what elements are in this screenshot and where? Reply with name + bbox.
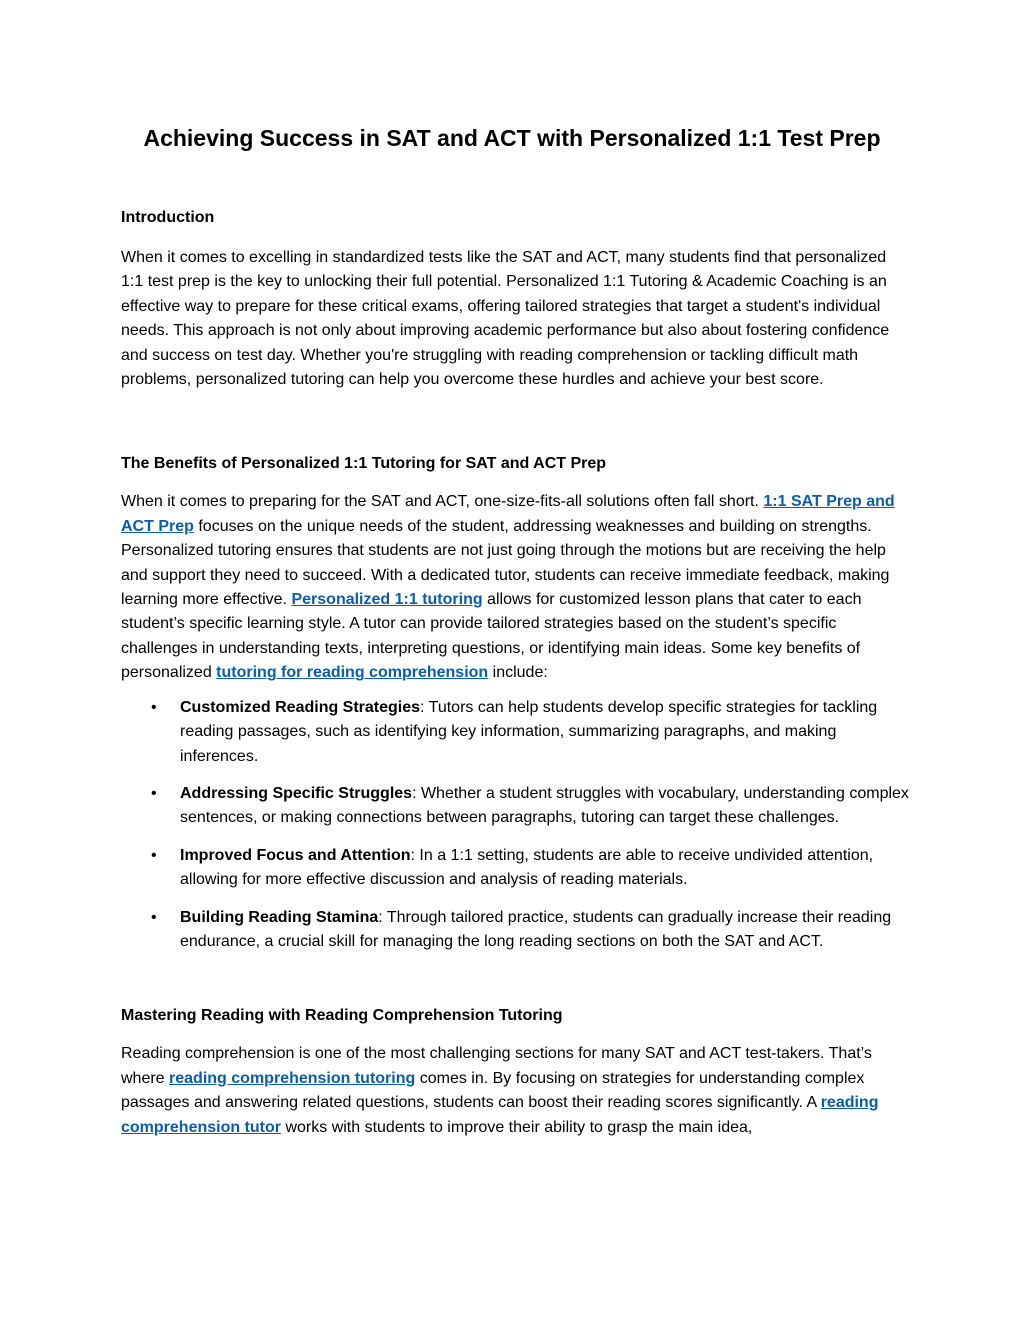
bullet-icon: • [151, 908, 157, 926]
benefits-text-1: When it comes to preparing for the SAT and ACT, one-size-fits-all solutions often fall short. [121, 493, 764, 511]
mastering-heading: Mastering Reading with Reading Comprehension Tutoring [121, 1007, 563, 1025]
mastering-text-1: Reading comprehension is one of the most challenging sections for many SAT and ACT test-takers. That’s where [121, 1045, 872, 1087]
list-item-text: : Through tailored practice, students can gradually increase their reading endurance, a crucial skill for managing the long reading sections on both the SAT and ACT. [180, 908, 892, 950]
reading-comprehension-tutoring-link-2[interactable]: reading comprehension tutoring [169, 1069, 416, 1087]
benefits-text-3: allows for customized lesson plans that cater to each student’s specific learning style. A tutor can provide tailored strategies based on the student’s specific challenges in understanding texts, interpreting questions, or identifying main ideas. Some key benefits of personalized [121, 591, 862, 682]
page-title: Achieving Success in SAT and ACT with Personalized 1:1 Test Prep [143, 125, 881, 151]
list-item-term: Building Reading Stamina [180, 908, 379, 926]
list-item [121, 906, 911, 955]
personalized-tutoring-link[interactable]: Personalized 1:1 tutoring [291, 591, 483, 609]
list-item-text: : Tutors can help students develop specific strategies for tackling reading passages, such as identifying key information, summarizing paragraphs, and making inferences. [180, 698, 878, 765]
intro-heading: Introduction [121, 209, 215, 226]
mastering-text-2: comes in. By focusing on strategies for understanding complex passages and answering related questions, students can boost their reading scores significantly. A [121, 1069, 865, 1112]
intro-paragraph: When it comes to excelling in standardized tests like the SAT and ACT, many students find that personalized 1:1 test prep is the key to unlocking their full potential. Personalized 1:1 Tutoring & Academic Coaching is an effective way to prepare for these critical exams, offering tailored strategies that target a student's individual needs. This approach is not only about improving academic performance but also about fostering confidence and success on test day. Whether you're struggling with reading comprehension or tackling difficult math problems, personalized tutoring can help you overcome these hurdles and achieve your best score. [121, 249, 890, 389]
list-item-text: : In a 1:1 setting, students are able to receive undivided attention, allowing for more effective discussion and analysis of reading materials. [180, 846, 874, 889]
list-item [121, 844, 911, 893]
reading-comprehension-tutoring-link[interactable]: tutoring for reading comprehension [216, 664, 489, 682]
list-item-term: Addressing Specific Struggles [180, 784, 413, 802]
benefits-list [121, 696, 911, 955]
document-body [121, 206, 911, 1140]
bullet-icon: • [151, 846, 157, 864]
benefits-heading: The Benefits of Personalized 1:1 Tutoring for SAT and ACT Prep [121, 455, 607, 473]
list-item [121, 696, 911, 769]
benefits-text-2: focuses on the unique needs of the student, addressing weaknesses and building on strengths. Personalized tutoring ensures that students are not just going through the motions but are receiving the help and support they need to succeed. With a dedicated tutor, students can receive immediate feedback, making learning more effective. [121, 517, 890, 609]
benefits-paragraph [121, 490, 911, 685]
list-item-term: Customized Reading Strategies [180, 698, 421, 716]
benefits-text-4: include: [488, 664, 548, 682]
reading-comprehension-tutor-link[interactable]: reading comprehension tutor [121, 1094, 879, 1136]
bullet-icon: • [151, 784, 157, 802]
mastering-paragraph [121, 1042, 911, 1140]
bullet-icon: • [151, 698, 157, 716]
list-item [121, 782, 911, 831]
list-item-term: Improved Focus and Attention [180, 846, 411, 864]
list-item-text: : Whether a student struggles with vocabulary, understanding complex sentences, or making connections between paragraphs, tutoring can target these challenges. [180, 784, 909, 827]
mastering-text-3: works with students to improve their ability to grasp the main idea, [281, 1118, 753, 1136]
sat-act-prep-link[interactable]: 1:1 SAT Prep and ACT Prep [121, 493, 895, 535]
